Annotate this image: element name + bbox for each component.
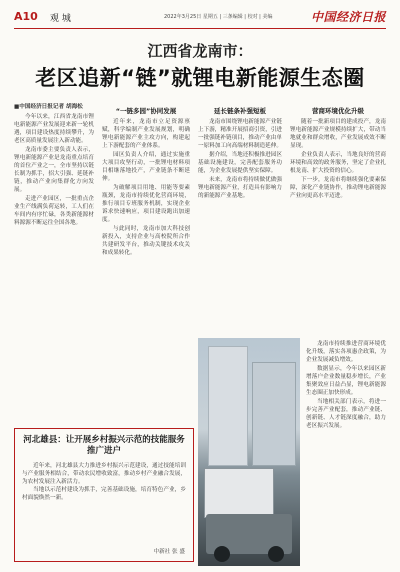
subheading: “一链多园”协同发展 <box>115 107 177 115</box>
paragraph: 未来，龙南市将持续做优做强锂电新能源产业，打造具有影响力的新能源产业基地。 <box>198 177 282 199</box>
article-headline: 老区追新“链”就锂电新能源生态圈 <box>35 66 365 90</box>
article-column-1 <box>14 103 94 423</box>
paragraph: 龙南市围绕锂电新能源产业链上下游，精准开展招商引资，引进一批强链补链项目，推动产业由单一原料加工向高端材料制造延伸。 <box>198 119 282 149</box>
paragraph: 企业负责人表示，当地良好的营商环境和高效的政务服务，坚定了企业扎根龙南、扩大投资的信心。 <box>290 152 386 174</box>
date-line: 2022年3月25日 星期五 | 三条编辑 | 校对 | 美编 <box>164 14 273 20</box>
paragraph: 走进产业园区，一批重点企业生产线满负荷运转，工人们在车间内有序忙碌，各类新能源材料源源不断运往全国各地。 <box>14 196 94 226</box>
news-photo <box>198 338 300 566</box>
paragraph: 数据显示，今年以来园区新增落户企业数量稳步增长，产业集聚效应日益凸显，锂电新能源生态圈正加快形成。 <box>306 366 386 396</box>
page-number: A10 <box>14 10 38 23</box>
paragraph: 近年来，河北雄县大力推进乡村振兴示范建设，通过技能培训与产业服务相结合，带动农民增收致富，推动乡村产业融合发展，为农村发展注入新活力。 <box>22 463 186 485</box>
sidebar-box <box>14 428 194 562</box>
sidebar-title: 河北雄县：让开展乡村振兴示范的技能服务推广进户 <box>23 435 185 456</box>
masthead <box>14 8 386 30</box>
newspaper-logo: 中国经济日报 <box>310 10 386 24</box>
photo-building <box>252 362 296 466</box>
photo-wheel <box>268 546 284 562</box>
paragraph: 据介绍，当地还积极推进园区基础设施建设，完善配套服务功能，为企业发展提供坚实保障。 <box>198 152 282 174</box>
paragraph: 今年以来，江西省龙南市锂电新能源产业发展迎来新一轮机遇，项目建设热度持续攀升，为老区高质量发展注入新动能。 <box>14 114 94 144</box>
paragraph: 龙南市持续推进营商环境优化升级，落实各项惠企政策，为企业发展减负增效。 <box>306 341 386 363</box>
photo-wheel <box>214 546 230 562</box>
article-column-2 <box>102 103 190 463</box>
paragraph: 与此同时，龙南市加大科技创新投入，支持企业与高校院所合作共建研发平台，推动关键技术攻关和成果转化。 <box>102 226 190 256</box>
article-column-3 <box>198 103 282 333</box>
paragraph: 当地以示范村建设为抓手，完善基础设施，培育特色产业，乡村面貌焕然一新。 <box>22 487 186 501</box>
paragraph: 当地相关部门表示，将进一步完善产业配套，推动产业链、创新链、人才链深度融合，助力老区振兴发展。 <box>306 399 386 429</box>
paragraph: 龙南市委主要负责人表示，锂电新能源产业是龙南重点培育的首位产业之一，全市坚持以链长制为抓手，招大引强、延链补链，推动产业向集群化方向发展。 <box>14 147 94 193</box>
byline: ■中国经济日报记者 胡海松 <box>14 104 83 110</box>
photo-building <box>208 346 248 466</box>
sidebar-body <box>22 462 186 502</box>
paragraph: 为破解项目用地、用能等要素瓶颈，龙南市持续优化营商环境，推行项目专班服务机制，实现企业诉求快速响应，项目建设跑出加速度。 <box>102 185 190 223</box>
paragraph: 下一步，龙南市将继续强化要素保障，深化产业链协作，推动锂电新能源产业向更高水平迈进。 <box>290 177 386 199</box>
article-column-5 <box>306 340 386 562</box>
photo-truck-cab <box>204 468 274 518</box>
header-rule <box>14 28 386 29</box>
section-name: 观 城 <box>50 14 71 24</box>
article-column-4 <box>290 103 386 333</box>
subheading: 营商环境优化升级 <box>312 107 364 115</box>
subheading: 延长链条补强短板 <box>214 107 266 115</box>
article-kicker: 江西省龙南市： <box>147 42 253 60</box>
paragraph: 随着一批新项目的建成投产，龙南锂电新能源产业规模持续扩大，带动当地就业和群众增收，产业发展成效不断显现。 <box>290 119 386 149</box>
sidebar-author: 中新社 张 盛 <box>153 549 185 555</box>
paragraph: 园区负责人介绍，通过实施重大项目攻坚行动，一批锂电材料项目相继落地投产，产业链条不断延伸。 <box>102 152 190 182</box>
paragraph: 近年来，龙南市立足资源禀赋，科学编制产业发展规划，明确锂电新能源产业主攻方向，构建起上下游配套的产业体系。 <box>102 119 190 149</box>
